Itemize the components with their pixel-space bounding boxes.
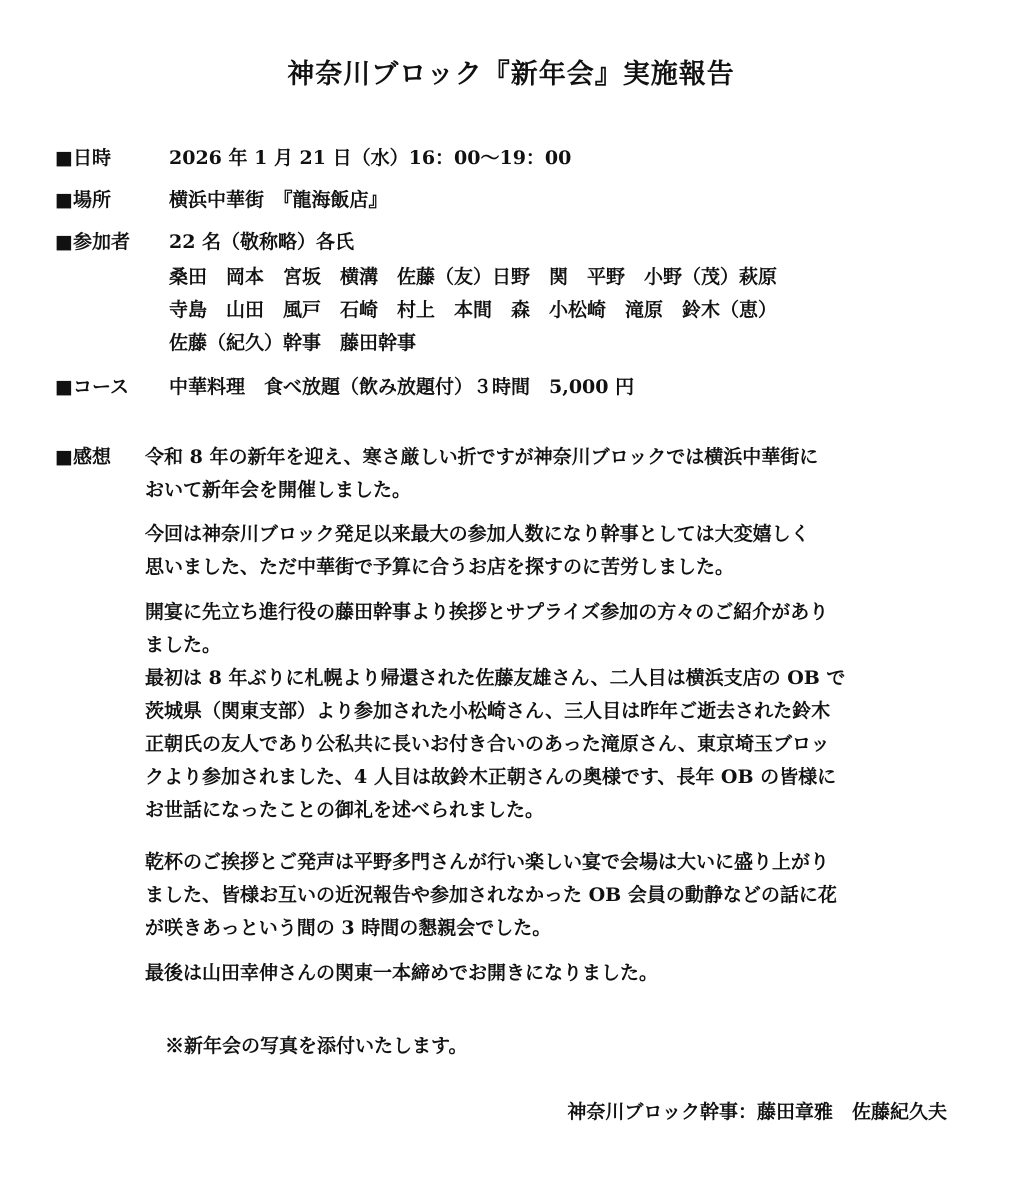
impressions-line: 茨城県（関東支部）より参加された小松崎さん、三人目は昨年ご逝去された鈴木	[145, 700, 831, 722]
impressions-line: 乾杯のご挨拶とご発声は平野多門さんが行い楽しい宴で会場は大いに盛り上がり	[145, 851, 830, 873]
participant-names-line-2: 寺島 山田 風戸 石崎 村上 本間 森 小松崎 滝原 鈴木（恵）	[169, 299, 778, 321]
impressions-line: 今回は神奈川ブロック発足以来最大の参加人数になり幹事としては大変嬉しく	[145, 523, 810, 545]
impressions-line: ました、皆様お互いの近況報告や参加されなかった OB 会員の動静などの話に花	[145, 884, 837, 906]
photo-attachment-note: ※新年会の写真を添付いたします。	[165, 1035, 468, 1057]
course-label: ■コース	[55, 376, 130, 398]
impressions-line: 令和 8 年の新年を迎え、寒さ厳しい折ですが神奈川ブロックでは横浜中華街に	[145, 446, 819, 468]
impressions-paragraph-1	[145, 441, 975, 507]
impressions-line: 最初は 8 年ぶりに札幌より帰還された佐藤友雄さん、二人目は横浜支店の OB で	[145, 667, 846, 689]
place-label: ■場所	[55, 189, 111, 211]
participant-names-line-1: 桑田 岡本 宮坂 横溝 佐藤（友）日野 関 平野 小野（茂）萩原	[169, 266, 778, 288]
impressions-paragraph-4	[145, 846, 975, 945]
impressions-line: 開宴に先立ち進行役の藤田幹事より挨拶とサプライズ参加の方々のご紹介があり	[145, 601, 829, 623]
impressions-line: クより参加されました、4 人目は故鈴木正朝さんの奥様です、長年 OB の皆様に	[145, 766, 837, 788]
impressions-line: が咲きあっという間の 3 時間の懇親会でした。	[145, 917, 552, 939]
impressions-line: 正朝氏の友人であり公私共に長いお付き合いのあった滝原さん、東京埼玉ブロッ	[145, 733, 830, 755]
datetime-label: ■日時	[55, 147, 111, 169]
signature: 神奈川ブロック幹事：藤田章雅 佐藤紀久夫	[567, 1101, 947, 1123]
impressions-line: お世話になったことの御礼を述べられました。	[145, 799, 545, 821]
participant-names-line-3: 佐藤（紀久）幹事 藤田幹事	[169, 332, 417, 354]
impressions-line: 最後は山田幸伸さんの関東一本締めでお開きになりました。	[145, 962, 659, 984]
report-title: 神奈川ブロック『新年会』実施報告	[287, 59, 735, 90]
participants-summary: 22 名（敬称略）各氏	[169, 231, 355, 253]
impressions-label: ■感想	[55, 446, 111, 468]
course-value: 中華料理 食べ放題（飲み放題付）３時間 5,000 円	[169, 376, 635, 398]
impressions-line: おいて新年会を開催しました。	[145, 479, 412, 501]
datetime-value: 2026 年 1 月 21 日（水）16：00～19：00	[169, 147, 572, 169]
participants-label: ■参加者	[55, 231, 130, 253]
impressions-line: ました。	[145, 634, 222, 656]
impressions-paragraph-5	[145, 957, 975, 990]
place-value: 横浜中華街 『龍海飯店』	[169, 189, 388, 211]
impressions-paragraph-2	[145, 518, 975, 584]
impressions-paragraph-3	[145, 596, 975, 827]
impressions-line: 思いました、ただ中華街で予算に合うお店を探すのに苦労しました。	[145, 556, 735, 578]
